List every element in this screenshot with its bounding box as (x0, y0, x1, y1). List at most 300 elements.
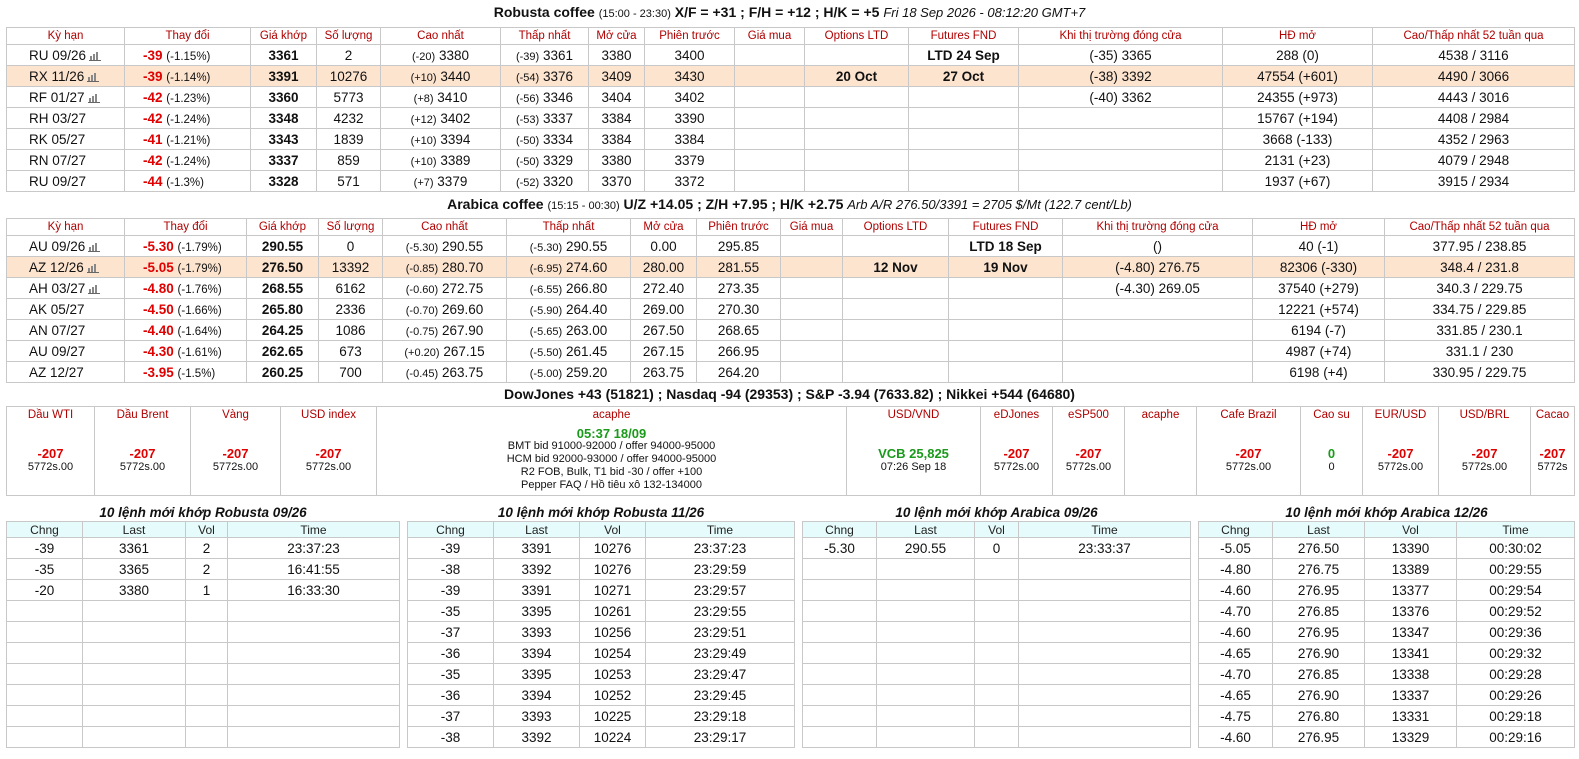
robusta-col-header: Thay đổi (125, 28, 251, 45)
high-value: 3380 (438, 47, 470, 63)
close-price (1063, 299, 1253, 320)
trade-row (1199, 643, 1575, 664)
change-value: -42 (143, 89, 163, 105)
futures-fnd (909, 108, 1019, 129)
open-price: 267.15 (631, 341, 697, 362)
trade-cell: 276.75 (1273, 559, 1365, 580)
trades-header-row (408, 522, 795, 538)
market-cell[interactable] (281, 423, 377, 496)
trade-cell: 00:29:54 (1457, 580, 1575, 601)
trade-cell: 0 (975, 538, 1019, 559)
previous-price: 3430 (645, 66, 735, 87)
arabica-col-header: Giá mua (781, 219, 843, 236)
trade-cell (1019, 706, 1191, 727)
high-diff: (-0.45) (405, 367, 439, 380)
trade-cell (7, 685, 83, 706)
low-diff: (-5.65) (529, 325, 563, 338)
previous-price: 3400 (645, 45, 735, 66)
trade-row (1199, 685, 1575, 706)
change-percent: (-1.61%) (177, 346, 222, 359)
trade-row (803, 685, 1191, 706)
low-diff: (-5.30) (529, 241, 563, 254)
trade-cell: 1 (186, 580, 228, 601)
week52-range: 334.75 / 229.85 (1385, 299, 1575, 320)
trade-cell (975, 727, 1019, 748)
contract-name[interactable]: AZ 12/27 (29, 364, 84, 380)
trade-cell: -39 (408, 580, 494, 601)
trade-cell: -20 (7, 580, 83, 601)
open-interest: 15767 (+194) (1223, 108, 1373, 129)
high-diff: (+8) (413, 92, 434, 105)
recent-trades-title: 10 lệnh mới khớp Arabica 12/26 (1285, 504, 1488, 520)
options-ltd (843, 320, 949, 341)
low-value: 3334 (542, 131, 574, 147)
contract-name[interactable]: RH 03/27 (29, 110, 87, 126)
trade-row (803, 727, 1191, 748)
robusta-col-header: Phiên trước (645, 28, 735, 45)
low-diff: (-53) (515, 113, 540, 126)
low-diff: (-6.95) (529, 262, 563, 275)
change-percent: (-1.23%) (166, 92, 211, 105)
market-cell[interactable] (7, 423, 95, 496)
low-cell (501, 150, 589, 171)
contract-cell[interactable] (7, 87, 125, 108)
contract-cell[interactable] (7, 129, 125, 150)
bar-chart-icon[interactable] (89, 49, 101, 59)
trade-cell: 00:29:52 (1457, 601, 1575, 622)
low-cell (507, 236, 631, 257)
bid-price (735, 150, 805, 171)
market-change: -207 (1003, 445, 1030, 461)
contract-cell[interactable] (7, 66, 125, 87)
trade-row (803, 538, 1191, 559)
trade-cell: 276.85 (1273, 664, 1365, 685)
bid-price (781, 257, 843, 278)
trade-cell (83, 664, 186, 685)
bid-price (781, 320, 843, 341)
market-sub: 5772s.00 (119, 460, 166, 473)
change-percent: (-1.14%) (166, 71, 211, 84)
robusta-row[interactable] (7, 129, 1575, 150)
trade-cell: -35 (408, 601, 494, 622)
trade-cell (7, 727, 83, 748)
change-value: -5.05 (143, 259, 174, 275)
contract-cell[interactable] (7, 171, 125, 192)
arabica-row[interactable] (7, 341, 1575, 362)
last-price: 3343 (251, 129, 317, 150)
contract-name[interactable]: RF 01/27 (29, 89, 85, 105)
change-percent: (-1.5%) (177, 367, 216, 380)
change-cell (125, 278, 247, 299)
bar-chart-icon[interactable] (87, 261, 99, 271)
trade-cell (877, 727, 975, 748)
contract-cell[interactable] (7, 362, 125, 383)
market-change: -207 (1387, 445, 1414, 461)
arabica-col-header: Số lượng (319, 219, 383, 236)
recent-trades-box (407, 503, 794, 748)
bar-chart-icon[interactable] (88, 282, 100, 292)
acaphe-line: Pepper FAQ / Hồ tiêu xô 132-134000 (520, 478, 702, 491)
trade-cell: -5.30 (803, 538, 877, 559)
high-value: 3402 (440, 110, 471, 126)
open-interest: 37540 (+279) (1253, 278, 1385, 299)
change-cell (125, 362, 247, 383)
arabica-col-header: Giá khớp (247, 219, 319, 236)
trade-cell: -39 (7, 538, 83, 559)
week52-range: 4443 / 3016 (1373, 87, 1575, 108)
trade-cell (975, 622, 1019, 643)
trade-cell: 13347 (1365, 622, 1457, 643)
trade-cell (877, 580, 975, 601)
robusta-row[interactable] (7, 108, 1575, 129)
robusta-row[interactable] (7, 150, 1575, 171)
options-ltd (843, 278, 949, 299)
change-value: -39 (143, 68, 163, 84)
market-change: -207 (315, 445, 342, 461)
week52-range: 331.85 / 230.1 (1385, 320, 1575, 341)
open-price: 3370 (589, 171, 645, 192)
high-value: 263.75 (441, 364, 484, 380)
trade-cell: 3392 (494, 559, 580, 580)
high-cell (381, 45, 501, 66)
trade-cell: -4.70 (1199, 601, 1273, 622)
contract-name[interactable]: RX 11/26 (29, 68, 85, 84)
trade-cell (228, 664, 400, 685)
change-cell (125, 66, 251, 87)
trade-row (7, 580, 400, 601)
high-value: 267.90 (441, 322, 484, 338)
trade-row (408, 580, 795, 601)
low-diff: (-5.00) (529, 367, 563, 380)
trade-cell: -4.80 (1199, 559, 1273, 580)
trade-cell (803, 559, 877, 580)
contract-name[interactable]: RN 07/27 (29, 152, 87, 168)
trades-header-row (803, 522, 1191, 538)
trade-cell: 2 (186, 538, 228, 559)
robusta-col-header: Giá khớp (251, 28, 317, 45)
change-value: -41 (143, 131, 163, 147)
market-cell[interactable] (95, 423, 191, 496)
market-cell[interactable] (1301, 423, 1363, 496)
change-percent: (-1.21%) (166, 134, 211, 147)
high-value: 3379 (437, 173, 468, 189)
arabica-col-header: Phiên trước (697, 219, 781, 236)
trade-cell (803, 643, 877, 664)
volume: 5773 (317, 87, 381, 108)
market-cell[interactable] (191, 423, 281, 496)
change-percent: (-1.15%) (166, 50, 211, 63)
contract-name[interactable]: AZ 12/26 (29, 259, 84, 275)
market-sub: 5772s.00 (1065, 460, 1112, 473)
trade-cell: 3380 (83, 580, 186, 601)
contract-cell[interactable] (7, 278, 125, 299)
contract-cell[interactable] (7, 150, 125, 171)
trade-row (7, 538, 400, 559)
last-price: 3348 (251, 108, 317, 129)
change-cell (125, 320, 247, 341)
futures-fnd (949, 278, 1063, 299)
robusta-row[interactable] (7, 87, 1575, 108)
trade-cell: 23:29:55 (646, 601, 795, 622)
market-cell[interactable] (1053, 423, 1125, 496)
trade-cell: 276.90 (1273, 685, 1365, 706)
contract-name[interactable]: AN 07/27 (29, 322, 86, 338)
robusta-row[interactable] (7, 45, 1575, 66)
trade-row (1199, 727, 1575, 748)
market-header: Cafe Brazil (1197, 407, 1301, 424)
week52-range: 331.1 / 230 (1385, 341, 1575, 362)
trade-row (1199, 580, 1575, 601)
trade-cell (975, 706, 1019, 727)
trade-cell (83, 685, 186, 706)
trade-cell (83, 643, 186, 664)
trade-row (803, 622, 1191, 643)
open-price: 3409 (589, 66, 645, 87)
trade-cell (877, 559, 975, 580)
high-value: 3440 (440, 68, 471, 84)
trade-row (1199, 559, 1575, 580)
low-value: 263.00 (565, 322, 608, 338)
week52-range: 340.3 / 229.75 (1385, 278, 1575, 299)
robusta-row[interactable] (7, 66, 1575, 87)
market-sub: 5772s.00 (1377, 460, 1424, 473)
futures-fnd: 27 Oct (909, 66, 1019, 87)
trade-cell: 10271 (580, 580, 646, 601)
low-value: 290.55 (565, 238, 608, 254)
robusta-row[interactable] (7, 171, 1575, 192)
trade-cell (1019, 664, 1191, 685)
trade-cell: 3391 (494, 580, 580, 601)
trade-cell: -39 (408, 538, 494, 559)
trade-cell (83, 622, 186, 643)
trade-row (408, 643, 795, 664)
trade-cell: 23:29:17 (646, 727, 795, 748)
contract-cell[interactable] (7, 257, 125, 278)
trade-cell (228, 622, 400, 643)
close-price (1063, 341, 1253, 362)
change-percent: (-1.3%) (166, 176, 204, 189)
high-cell (381, 150, 501, 171)
contract-cell[interactable] (7, 45, 125, 66)
market-cell[interactable] (377, 423, 847, 496)
high-diff: (-5.30) (405, 241, 439, 254)
change-cell (125, 257, 247, 278)
robusta-hours: (15:00 - 23:30) (598, 8, 671, 20)
usd-vnd-time: 07:26 Sep 18 (880, 460, 947, 473)
contract-name[interactable]: AU 09/27 (29, 343, 86, 359)
close-price (1063, 362, 1253, 383)
bar-chart-icon[interactable] (87, 70, 99, 80)
market-cell[interactable] (847, 423, 981, 496)
low-cell (507, 320, 631, 341)
low-value: 266.80 (565, 280, 608, 296)
robusta-quotes-table (6, 27, 1575, 192)
futures-fnd (909, 87, 1019, 108)
contract-name[interactable]: AU 09/26 (29, 238, 86, 254)
week52-range: 377.95 / 238.85 (1385, 236, 1575, 257)
arabica-arb: Arb A/R 276.50/3391 = 2705 $/Mt (122.7 cent/Lb) (847, 197, 1132, 212)
trade-cell (803, 664, 877, 685)
trade-cell: 276.95 (1273, 580, 1365, 601)
trades-header-row (7, 522, 400, 538)
low-cell (507, 341, 631, 362)
open-interest: 1937 (+67) (1223, 171, 1373, 192)
low-value: 3346 (542, 89, 574, 105)
week52-range: 3915 / 2934 (1373, 171, 1575, 192)
last-price: 3361 (251, 45, 317, 66)
options-ltd (843, 362, 949, 383)
trade-row (803, 706, 1191, 727)
close-price (1063, 320, 1253, 341)
contract-cell[interactable] (7, 341, 125, 362)
high-cell (383, 320, 507, 341)
low-value: 3329 (542, 152, 574, 168)
market-cell[interactable] (1439, 423, 1531, 496)
market-change: 0 (1327, 445, 1336, 461)
low-diff: (-52) (515, 176, 540, 189)
trade-row (408, 706, 795, 727)
trade-row (803, 643, 1191, 664)
trade-cell: 10254 (580, 643, 646, 664)
trade-cell: 13329 (1365, 727, 1457, 748)
bar-chart-icon[interactable] (88, 240, 100, 250)
trades-col-header: Vol (580, 522, 646, 538)
low-diff: (-50) (515, 155, 540, 168)
last-price: 3328 (251, 171, 317, 192)
trade-cell: 276.85 (1273, 601, 1365, 622)
high-diff: (+7) (413, 176, 434, 189)
recent-trades-table (802, 503, 1191, 748)
open-price: 3380 (589, 150, 645, 171)
volume: 4232 (317, 108, 381, 129)
high-cell (381, 108, 501, 129)
close-price: (-35) 3365 (1019, 45, 1223, 66)
open-interest: 3668 (-133) (1223, 129, 1373, 150)
market-header: acaphe (377, 407, 847, 424)
market-cell[interactable] (1363, 423, 1439, 496)
market-cell[interactable] (981, 423, 1053, 496)
market-cell[interactable] (1531, 423, 1575, 496)
options-ltd: 20 Oct (805, 66, 909, 87)
trade-cell (803, 727, 877, 748)
robusta-col-header: Kỳ hạn (7, 28, 125, 45)
arabica-row[interactable] (7, 278, 1575, 299)
indices-text: DowJones +43 (51821) ; Nasdaq -94 (29353) ; S&P -3.94 (7633.82) ; Nikkei +544 (64680) (504, 386, 1075, 402)
trade-cell (186, 643, 228, 664)
trade-cell: 3394 (494, 643, 580, 664)
bar-chart-icon[interactable] (88, 91, 100, 101)
trade-cell (803, 580, 877, 601)
bid-price (781, 278, 843, 299)
open-interest: 4987 (+74) (1253, 341, 1385, 362)
recent-trades-table (407, 503, 795, 748)
contract-name[interactable]: RU 09/26 (29, 47, 87, 63)
contract-name[interactable]: AK 05/27 (29, 301, 85, 317)
high-cell (383, 362, 507, 383)
trade-row (7, 643, 400, 664)
arabica-quotes-table (6, 218, 1575, 383)
trade-row (408, 664, 795, 685)
market-header: Vàng (191, 407, 281, 424)
week52-range: 348.4 / 231.8 (1385, 257, 1575, 278)
arabica-row[interactable] (7, 362, 1575, 383)
market-header: Cao su (1301, 407, 1363, 424)
trade-cell (186, 685, 228, 706)
change-cell (125, 45, 251, 66)
trade-cell (1019, 685, 1191, 706)
recent-trades-box (1198, 503, 1574, 748)
arabica-row[interactable] (7, 257, 1575, 278)
contract-cell[interactable] (7, 236, 125, 257)
low-cell (507, 257, 631, 278)
change-value: -44 (143, 173, 163, 189)
trade-cell (228, 643, 400, 664)
low-value: 261.45 (565, 343, 608, 359)
contract-cell[interactable] (7, 108, 125, 129)
change-cell (125, 341, 247, 362)
contract-name[interactable]: RK 05/27 (29, 131, 86, 147)
high-value: 3394 (440, 131, 471, 147)
page-datetime: Fri 18 Sep 2026 - 08:12:20 GMT+7 (883, 5, 1086, 20)
arabica-row[interactable] (7, 236, 1575, 257)
market-change: -207 (1075, 445, 1102, 461)
contract-name[interactable]: RU 09/27 (29, 173, 87, 189)
futures-fnd: LTD 18 Sep (949, 236, 1063, 257)
high-diff: (+10) (410, 71, 437, 84)
robusta-col-header: Giá mua (735, 28, 805, 45)
arabica-row[interactable] (7, 320, 1575, 341)
market-cell[interactable] (1125, 423, 1197, 496)
trade-cell: 3361 (83, 538, 186, 559)
bid-price (735, 108, 805, 129)
contract-name[interactable]: AH 03/27 (29, 280, 86, 296)
low-diff: (-39) (515, 50, 540, 63)
trade-cell (1019, 727, 1191, 748)
open-interest: 288 (0) (1223, 45, 1373, 66)
market-header: eDJones (981, 407, 1053, 424)
robusta-col-header: Thấp nhất (501, 28, 589, 45)
contract-cell[interactable] (7, 320, 125, 341)
change-cell (125, 108, 251, 129)
volume: 0 (319, 236, 383, 257)
trade-cell: 276.90 (1273, 643, 1365, 664)
arabica-col-header: HĐ mở (1253, 219, 1385, 236)
options-ltd (805, 45, 909, 66)
trades-col-header: Time (1019, 522, 1191, 538)
trade-cell: 00:29:55 (1457, 559, 1575, 580)
contract-cell[interactable] (7, 299, 125, 320)
trade-cell: 23:37:23 (646, 538, 795, 559)
open-interest: 40 (-1) (1253, 236, 1385, 257)
trade-cell (83, 706, 186, 727)
trade-cell: 10261 (580, 601, 646, 622)
trade-cell: 23:33:37 (1019, 538, 1191, 559)
high-diff: (+10) (410, 155, 437, 168)
futures-fnd (949, 362, 1063, 383)
bid-price (781, 341, 843, 362)
market-header: EUR/USD (1363, 407, 1439, 424)
high-diff: (+12) (410, 113, 437, 126)
low-cell (501, 108, 589, 129)
arabica-row[interactable] (7, 299, 1575, 320)
low-cell (507, 299, 631, 320)
trade-cell: -4.65 (1199, 643, 1273, 664)
recent-trades-title: 10 lệnh mới khớp Arabica 09/26 (895, 504, 1098, 520)
market-sub: 5772s (1537, 460, 1568, 473)
market-sub: 5772s.00 (993, 460, 1040, 473)
volume: 1839 (317, 129, 381, 150)
market-cell[interactable] (1197, 423, 1301, 496)
